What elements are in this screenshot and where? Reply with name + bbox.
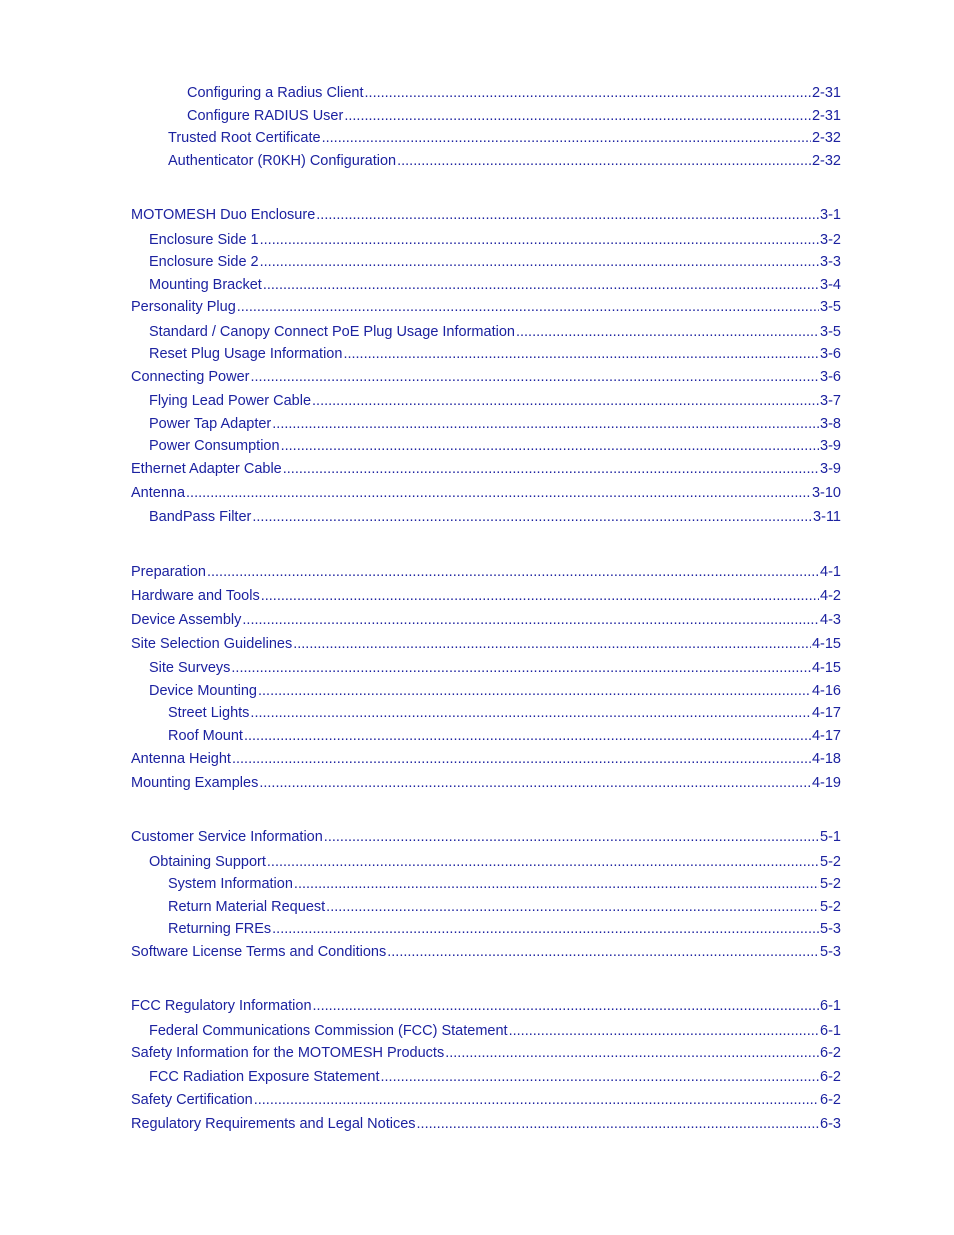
toc-entry-title: Device Mounting [149,683,257,699]
toc-entry-page-number: 4-18 [811,751,841,767]
toc-entry[interactable] [131,611,841,629]
dot-leader [343,345,819,363]
toc-entry[interactable] [149,231,841,249]
toc-entry-page-number: 3-9 [820,461,841,477]
dot-leader [232,750,811,768]
toc-entry-page-number: 6-2 [820,1069,841,1085]
toc-entry[interactable] [149,323,841,341]
toc-entry-title: Software License Terms and Conditions [131,944,387,960]
toc-entry-page-number: 4-2 [820,588,841,604]
toc-entry[interactable] [149,508,841,526]
toc-entry-title: Return Material Request [168,899,326,915]
toc-entry[interactable] [149,682,841,700]
toc-entry-page-number: 6-1 [820,998,841,1014]
toc-entry-page-number: 3-8 [820,416,841,432]
toc-entry-page-number: 3-6 [820,369,841,385]
toc-entry-page-number: 4-15 [811,660,841,676]
toc-entry-title: Antenna [131,485,186,501]
toc-entry[interactable] [131,750,841,768]
toc-entry-title: Mounting Bracket [149,277,262,293]
toc-entry-page-number: 4-1 [820,564,841,580]
toc-entry[interactable] [131,997,841,1015]
toc-entry-title: Safety Information for the MOTOMESH Products [131,1045,445,1061]
dot-leader [254,1091,819,1109]
toc-entry-page-number: 6-1 [820,1023,841,1039]
toc-entry-title: Customer Service Information [131,829,323,845]
toc-entry-title: Federal Communications Commission (FCC) Statement [149,1023,508,1039]
toc-entry-title: Reset Plug Usage Information [149,346,343,362]
dot-leader [365,84,811,102]
toc-entry-page-number: 5-2 [820,899,841,915]
dot-leader [294,875,819,893]
toc-entry[interactable] [149,415,841,433]
toc-entry[interactable] [149,853,841,871]
toc-entry[interactable] [149,437,841,455]
toc-entry-page-number: 2-32 [811,153,841,169]
dot-leader [417,1115,820,1133]
dot-leader [261,587,819,605]
toc-entry[interactable] [149,1068,841,1086]
toc-entry-page-number: 3-11 [813,509,841,525]
toc-entry-page-number: 6-2 [820,1045,841,1061]
toc-entry-title: MOTOMESH Duo Enclosure [131,207,316,223]
toc-entry-page-number: 3-5 [820,299,841,315]
toc-entry[interactable] [168,727,841,745]
dot-leader [244,727,811,745]
dot-leader [509,1022,819,1040]
toc-entry-page-number: 5-3 [820,921,841,937]
toc-entry-page-number: 5-2 [820,854,841,870]
toc-entry-title: Standard / Canopy Connect PoE Plug Usage Information [149,324,515,340]
dot-leader [272,415,819,433]
toc-entry[interactable] [131,484,841,502]
toc-entry-title: System Information [168,876,293,892]
toc-entry-title: Device Assembly [131,612,242,628]
dot-leader [207,563,819,581]
toc-entry-page-number: 3-7 [820,393,841,409]
dot-leader [381,1068,820,1086]
toc-entry-page-number: 3-2 [820,232,841,248]
toc-entry[interactable] [149,253,841,271]
toc-entry-page-number: 2-31 [811,85,841,101]
toc-entry-page-number: 2-31 [811,108,841,124]
toc-entry-title: Trusted Root Certificate [168,130,321,146]
toc-entry[interactable] [131,635,841,653]
toc-entry-page-number: 6-2 [820,1092,841,1108]
dot-leader [237,298,819,316]
toc-entry[interactable] [131,1044,841,1062]
toc-entry[interactable] [149,1022,841,1040]
toc-entry-title: Configuring a Radius Client [187,85,364,101]
toc-entry[interactable] [131,1115,841,1133]
toc-entry[interactable] [187,107,841,125]
toc-entry-title: Mounting Examples [131,775,259,791]
toc-entry-title: Regulatory Requirements and Legal Notices [131,1116,416,1132]
toc-entry[interactable] [131,368,841,386]
toc-entry-title: BandPass Filter [149,509,252,525]
dot-leader [316,206,819,224]
dot-leader [322,129,811,147]
toc-entry[interactable] [131,563,841,581]
toc-entry[interactable] [168,898,841,916]
dot-leader [267,853,819,871]
toc-entry-title: Flying Lead Power Cable [149,393,312,409]
toc-entry-title: Connecting Power [131,369,250,385]
toc-entry[interactable] [131,1091,841,1109]
toc-entry-page-number: 3-6 [820,346,841,362]
toc-entry[interactable] [149,276,841,294]
toc-entry[interactable] [187,84,841,102]
toc-entry-page-number: 3-10 [811,485,841,501]
toc-entry[interactable] [131,587,841,605]
dot-leader [445,1044,819,1062]
toc-entry-title: Hardware and Tools [131,588,260,604]
dot-leader [344,107,811,125]
dot-leader [324,828,819,846]
dot-leader [186,484,811,502]
toc-entry[interactable] [131,774,841,792]
toc-entry-title: Site Selection Guidelines [131,636,293,652]
toc-entry-title: Antenna Height [131,751,231,767]
toc-entry-page-number: 4-17 [811,705,841,721]
dot-leader [250,704,811,722]
toc-entry[interactable] [168,152,841,170]
dot-leader [281,437,819,455]
toc-entry-title: Ethernet Adapter Cable [131,461,282,477]
dot-leader [397,152,811,170]
dot-leader [242,611,819,629]
toc-entry-title: Power Tap Adapter [149,416,272,432]
toc-entry-title: Returning FREs [168,921,272,937]
toc-entry-page-number: 2-32 [811,130,841,146]
toc-entry-page-number: 3-3 [820,254,841,270]
toc-entry[interactable] [168,875,841,893]
toc-entry[interactable] [131,460,841,478]
toc-entry-page-number: 5-1 [820,829,841,845]
dot-leader [252,508,812,526]
toc-entry-title: FCC Regulatory Information [131,998,312,1014]
toc-entry-page-number: 4-3 [820,612,841,628]
toc-entry-page-number: 4-19 [811,775,841,791]
toc-entry-title: Authenticator (R0KH) Configuration [168,153,397,169]
toc-entry-page-number: 3-5 [820,324,841,340]
toc-entry-title: Personality Plug [131,299,236,315]
toc-entry-title: Roof Mount [168,728,243,744]
toc-entry-title: Safety Certification [131,1092,253,1108]
dot-leader [231,659,811,677]
toc-entry-title: Configure RADIUS User [187,108,344,124]
dot-leader [516,323,819,341]
toc-entry-page-number: 3-4 [820,277,841,293]
toc-entry[interactable] [131,828,841,846]
toc-entry[interactable] [168,129,841,147]
toc-entry-title: Street Lights [168,705,250,721]
dot-leader [259,774,811,792]
toc-entry-title: Enclosure Side 1 [149,232,259,248]
toc-entry[interactable] [131,206,841,224]
dot-leader [283,460,819,478]
toc-entry-page-number: 3-1 [820,207,841,223]
toc-entry-page-number: 4-15 [811,636,841,652]
toc-entry-page-number: 4-17 [811,728,841,744]
toc-entry[interactable] [149,345,841,363]
dot-leader [263,276,819,294]
dot-leader [313,997,820,1015]
toc-entry-title: FCC Radiation Exposure Statement [149,1069,380,1085]
dot-leader [312,392,819,410]
toc-entry[interactable] [149,392,841,410]
dot-leader [258,682,811,700]
toc-entry-title: Obtaining Support [149,854,266,870]
dot-leader [293,635,811,653]
toc-entry[interactable] [149,659,841,677]
dot-leader [387,943,819,961]
toc-entry-page-number: 5-3 [820,944,841,960]
dot-leader [272,920,819,938]
toc-entry[interactable] [168,704,841,722]
toc-entry[interactable] [131,943,841,961]
toc-entry[interactable] [131,298,841,316]
dot-leader [251,368,820,386]
toc-entry-title: Enclosure Side 2 [149,254,259,270]
toc-entry-title: Preparation [131,564,206,580]
dot-leader [326,898,819,916]
toc-entry-title: Site Surveys [149,660,231,676]
toc-entry[interactable] [168,920,841,938]
toc-entry-page-number: 5-2 [820,876,841,892]
toc-entry-title: Power Consumption [149,438,280,454]
toc-entry-page-number: 6-3 [820,1116,841,1132]
dot-leader [260,231,819,249]
toc-entry-page-number: 4-16 [811,683,841,699]
dot-leader [260,253,819,271]
toc-entry-page-number: 3-9 [820,438,841,454]
